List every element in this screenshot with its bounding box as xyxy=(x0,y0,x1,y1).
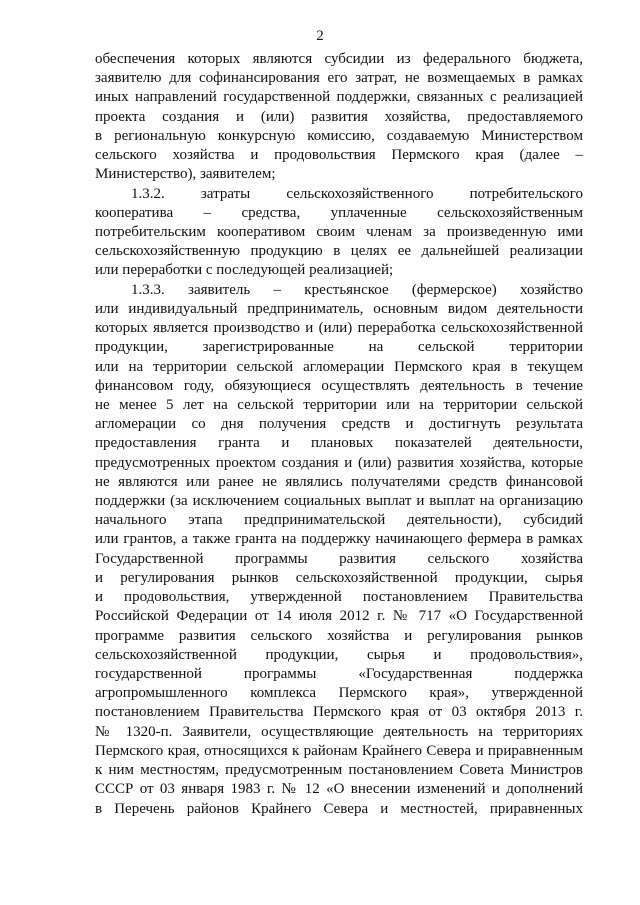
text-line: Государственной программы развития сельского хозяйства xyxy=(95,550,583,567)
text-line: постановлением Правительства Пермского края от 03 октября 2013 г. xyxy=(95,704,583,721)
text-line: или переработки с последующей реализацией; xyxy=(95,262,394,279)
text-line: сельскохозяйственную продукцию в целях ее дальнейшей реализации xyxy=(95,243,583,260)
text-line: начального этапа предпринимательской деятельности), субсидий xyxy=(95,512,583,529)
text-line: Министерство), заявителем; xyxy=(95,166,276,183)
text-line: кооператива – средства, уплаченные сельскохозяйственным xyxy=(95,204,583,221)
text-line: не являются или ранее не являлись получателями средств финансовой xyxy=(95,473,583,490)
text-line: предусмотренных проектом создания и (или) развития хозяйства, которые xyxy=(95,454,583,471)
text-line: проекта создания и (или) развития хозяйства, предоставляемого xyxy=(95,108,583,125)
text-line: предоставления гранта и плановых показателей деятельности, xyxy=(95,435,583,452)
text-line: или на территории сельской агломерации Пермского края в текущем xyxy=(95,358,583,375)
text-line: агломерации со дня получения средств и достигнуть результата xyxy=(95,416,583,433)
text-line: продукции, зарегистрированные на сельской территории xyxy=(95,339,583,356)
text-line: которых является производство и (или) переработка сельскохозяйственной xyxy=(95,320,583,337)
text-line: и регулирования рынков сельскохозяйственной продукции, сырья xyxy=(95,569,583,586)
text-line: 1.3.3. заявитель – крестьянское (фермерское) хозяйство xyxy=(131,281,583,298)
text-line: в Перечень районов Крайнего Севера и местностей, приравненных xyxy=(95,800,583,817)
text-line: обеспечения которых являются субсидии из федерального бюджета, xyxy=(95,51,583,67)
text-line: не менее 5 лет на сельской территории или на территории сельской xyxy=(95,396,583,413)
text-line: Российской Федерации от 14 июля 2012 г. № 717 «О Государственной xyxy=(95,608,583,625)
text-line: или индивидуальный предприниматель, основным видом деятельности xyxy=(95,300,583,317)
text-line: сельского хозяйства и продовольствия Пермского края (далее – xyxy=(95,147,583,164)
text-line: Пермского края, относящихся к районам Крайнего Севера и приравненным xyxy=(95,742,583,759)
text-line: или грантов, а также гранта на поддержку начинающего фермера в рамках xyxy=(95,531,583,548)
text-line: поддержки (за исключением социальных выплат и выплат на организацию xyxy=(95,493,583,510)
page-number: 2 xyxy=(316,28,324,44)
text-line: сельскохозяйственной продукции, сырья и продовольствия», xyxy=(95,646,583,663)
text-line: 1.3.2. затраты сельскохозяйственного потребительского xyxy=(131,185,583,202)
text-line: потребительским кооперативом своим членам за произведенную ими xyxy=(95,223,583,240)
text-line: заявителю для софинансирования его затрат, не возмещаемых в рамках xyxy=(95,70,583,87)
text-line: к ним местностям, предусмотренным постановлением Совета Министров xyxy=(95,762,583,779)
text-line: государственной программы «Государственная поддержка xyxy=(95,666,583,682)
document-body xyxy=(95,50,583,819)
text-line: СССР от 03 января 1983 г. № 12 «О внесении изменений и дополнений xyxy=(95,781,583,798)
text-line: агропромышленного комплекса Пермского края», утвержденной xyxy=(95,685,583,702)
text-line: финансовом году, обязующиеся осуществлять деятельность в течение xyxy=(95,377,583,394)
text-line: № 1320-п. Заявители, осуществляющие деятельность на территориях xyxy=(95,723,583,740)
text-line: программе развития сельского хозяйства и регулирования рынков xyxy=(95,627,583,644)
text-line: в региональную конкурсную комиссию, создаваемую Министерством xyxy=(95,127,583,144)
text-line: иных направлений государственной поддержки, связанных с реализацией xyxy=(95,89,583,106)
text-line: и продовольствия, утвержденной постановлением Правительства xyxy=(95,589,583,606)
